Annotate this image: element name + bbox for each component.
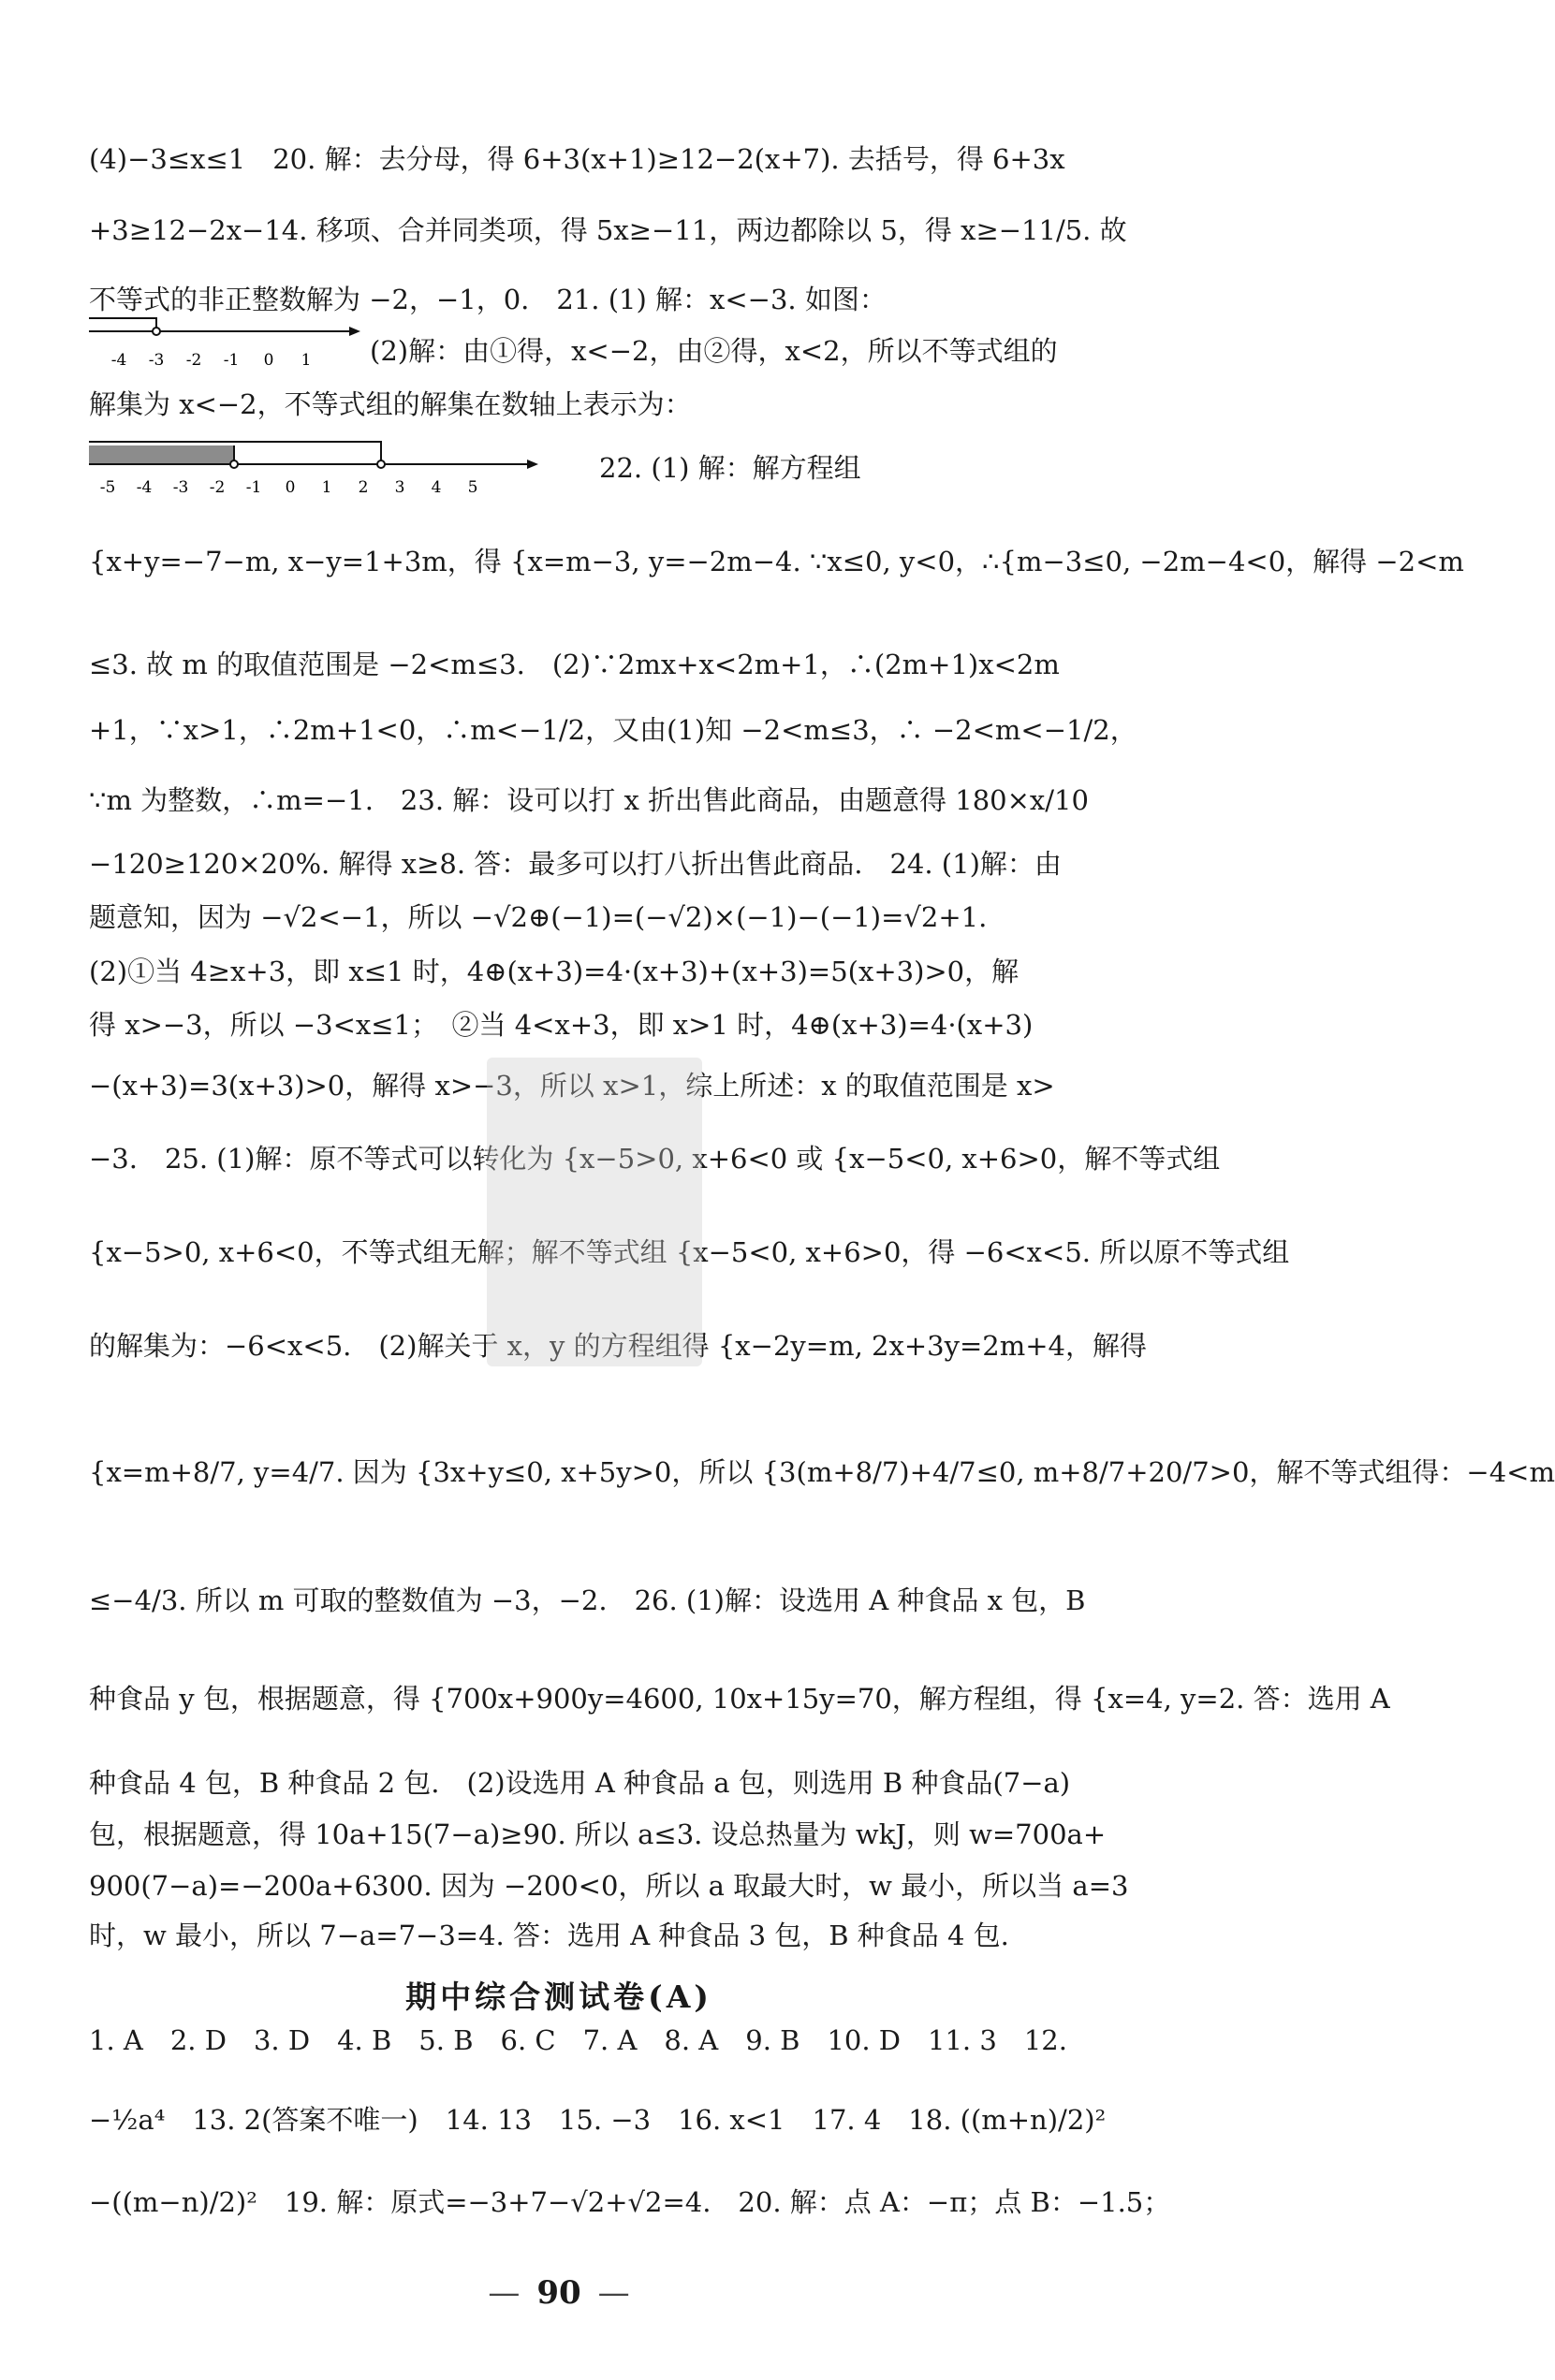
text-line: ≤−4/3. 所以 m 可取的整数值为 −3，−2. 26. (1)解：设选用 A 种食品 x 包，B [89, 1584, 1086, 1616]
ray-indicator [89, 318, 156, 329]
text-line: 解集为 x<−2，不等式组的解集在数轴上表示为： [89, 388, 692, 420]
text-line: −3. 25. (1)解：原不等式可以转化为 {x−5>0, x+6<0 或 {x−5<0, x+6>0，解不等式组 [89, 1143, 1221, 1175]
number-line-2 [89, 440, 538, 496]
text-line: (4)−3≤x≤1 20. 解：去分母，得 6+3(x+1)≥12−2(x+7). 去括号，得 6+3x [89, 143, 1065, 175]
tick-label: -1 [245, 478, 262, 497]
tick-label: 1 [321, 478, 332, 497]
tick-label: 0 [263, 351, 274, 370]
tick-label: -2 [185, 351, 202, 370]
text-line: 包，根据题意，得 10a+15(7−a)≥90. 所以 a≤3. 设总热量为 wkJ，则 w=700a+ [89, 1818, 1107, 1850]
text-line: 得 x>−3，所以 −3<x≤1； ②当 4<x+3，即 x>1 时，4⊕(x+3)=4·(x+3) [89, 1009, 1034, 1041]
text-line: 的解集为：−6<x<5. (2)解关于 x，y 的方程组得 {x−2y=m, 2x+3y=2m+4，解得 [89, 1330, 1147, 1362]
tick-label: -3 [172, 478, 189, 497]
tick-label: -4 [136, 478, 153, 497]
tick-label: -5 [99, 478, 116, 497]
text-line: 种食品 4 包，B 种食品 2 包. (2)设选用 A 种食品 a 包，则选用 B 种食品(7−a) [89, 1767, 1071, 1799]
text-line: (2)解：由①得，x<−2，由②得，x<2，所以不等式组的 [370, 335, 1058, 367]
tick-label: 5 [467, 478, 478, 497]
text-line: 900(7−a)=−200a+6300. 因为 −200<0，所以 a 取最大时，w 最小，所以当 a=3 [89, 1870, 1129, 1902]
open-point [153, 328, 160, 335]
text-line: 22. (1) 解：解方程组 [599, 452, 861, 484]
text-line: {x−5>0, x+6<0，不等式组无解；解不等式组 {x−5<0, x+6>0，得 −6<x<5. 所以原不等式组 [89, 1236, 1290, 1268]
text-line: 时，w 最小，所以 7−a=7−3=4. 答：选用 A 种食品 3 包，B 种食品 4 包. [89, 1920, 1009, 1951]
page-number: — 90 — [488, 2274, 630, 2312]
arrow-head [349, 327, 360, 336]
open-point [377, 460, 385, 468]
shaded-solution-region [89, 445, 234, 464]
text-line: ∵m 为整数，∴m=−1. 23. 解：设可以打 x 折出售此商品，由题意得 180×x/10 [89, 784, 1089, 816]
text-line: {x=m+8/7, y=4/7. 因为 {3x+y≤0, x+5y>0，所以 {3(m+8/7)+4/7≤0, m+8/7+20/7>0，解不等式组得：−4<m [89, 1456, 1555, 1488]
tick-label: 2 [358, 478, 369, 497]
tick-label: -4 [110, 351, 127, 370]
section-title: 期中综合测试卷(A) [405, 1978, 712, 2015]
text-line: −120≥120×20%. 解得 x≥8. 答：最多可以打八折出售此商品. 24. (1)解：由 [89, 848, 1062, 880]
answer-line: 1. A 2. D 3. D 4. B 5. B 6. C 7. A 8. A 9. B 10. D 11. 3 12. [89, 2024, 1067, 2056]
tick-label: 3 [394, 478, 405, 497]
text-line: ≤3. 故 m 的取值范围是 −2<m≤3. (2)∵2mx+x<2m+1，∴(2m+1)x<2m [89, 649, 1060, 680]
text-line: 题意知，因为 −√2<−1，所以 −√2⊕(−1)=(−√2)×(−1)−(−1)=√2+1. [89, 901, 988, 933]
number-line-1 [89, 316, 360, 371]
tick-label: -3 [148, 351, 165, 370]
tick-label: -2 [209, 478, 226, 497]
open-point [230, 460, 238, 468]
arrow-head [527, 460, 538, 469]
text-line: −(x+3)=3(x+3)>0，解得 x>−3，所以 x>1，综上所述：x 的取值范围是 x> [89, 1070, 1055, 1102]
text-line: +1，∵x>1，∴2m+1<0，∴m<−1/2，又由(1)知 −2<m≤3，∴ −2<m<−1/2， [89, 714, 1137, 746]
answer-line: −½a⁴ 13. 2(答案不唯一) 14. 13 15. −3 16. x<1 17. 4 18. ((m+n)/2)² [89, 2104, 1107, 2136]
text-line: 种食品 y 包，根据题意，得 {700x+900y=4600, 10x+15y=70，解方程组，得 {x=4, y=2. 答：选用 A [89, 1683, 1390, 1715]
text-line: {x+y=−7−m, x−y=1+3m，得 {x=m−3, y=−2m−4. ∵x≤0, y<0，∴{m−3≤0, −2m−4<0，解得 −2<m [89, 546, 1464, 577]
watermark [487, 1058, 702, 1366]
tick-label: 0 [285, 478, 296, 497]
answer-line: −((m−n)/2)² 19. 解：原式=−3+7−√2+√2=4. 20. 解：点 A：−π；点 B：−1.5； [89, 2186, 1171, 2218]
tick-label: 1 [301, 351, 312, 370]
text-line: (2)①当 4≥x+3，即 x≤1 时，4⊕(x+3)=4·(x+3)+(x+3)=5(x+3)>0，解 [89, 956, 1020, 987]
tick-labels [100, 478, 478, 497]
tick-labels [111, 351, 312, 370]
tick-label: 4 [431, 478, 442, 497]
tick-label: -1 [223, 351, 240, 370]
text-line: 不等式的非正整数解为 −2，−1，0. 21. (1) 解：x<−3. 如图： [89, 284, 887, 315]
text-line: +3≥12−2x−14. 移项、合并同类项，得 5x≥−11，两边都除以 5，得 x≥−11/5. 故 [89, 214, 1127, 246]
